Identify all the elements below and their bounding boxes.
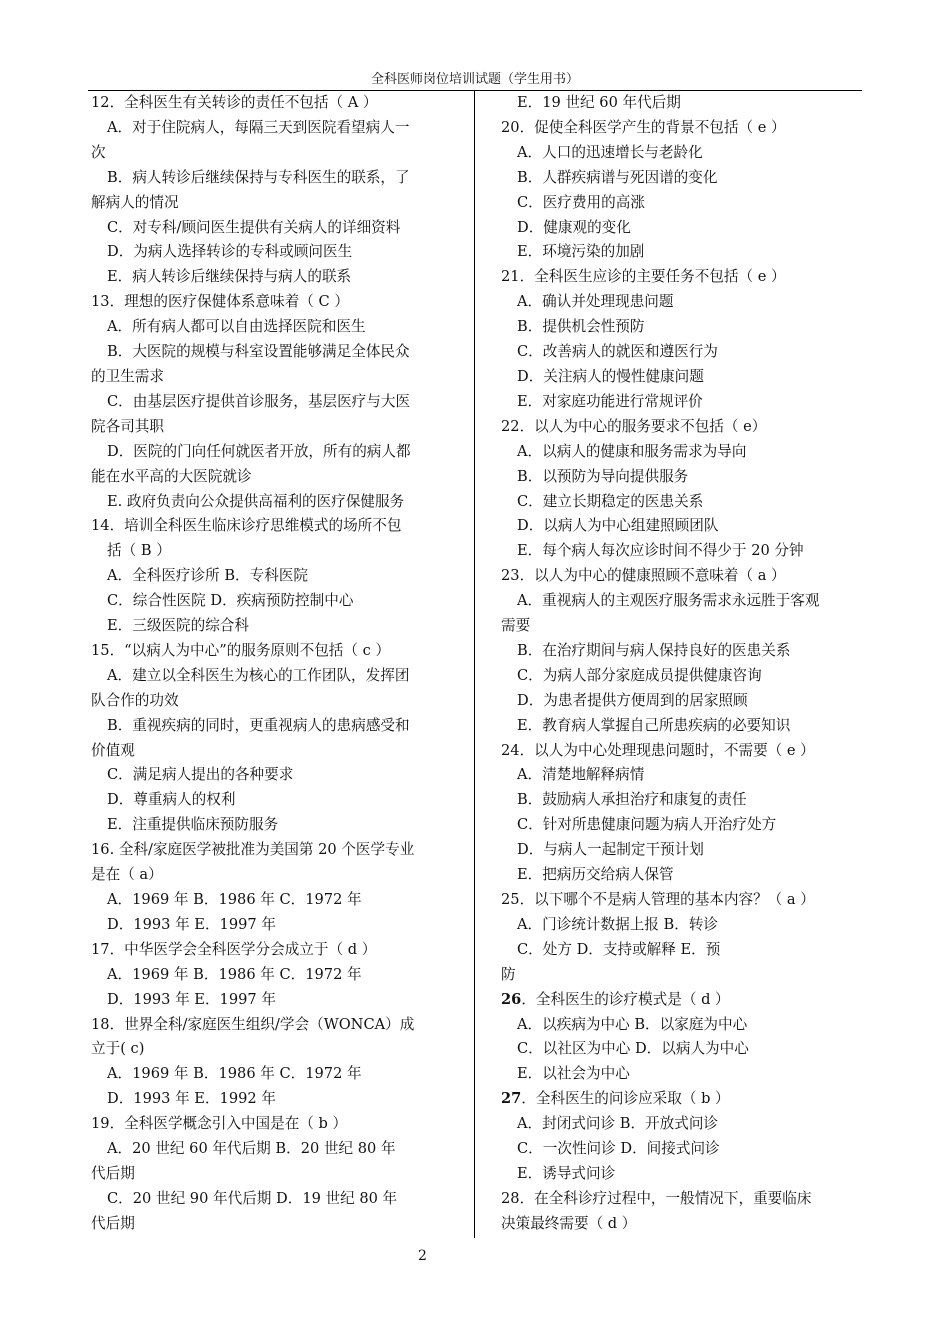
option-line: D．与病人一起制定干预计划	[517, 841, 704, 859]
question-line: 13．理想的医疗保健体系意味着（ C ）	[91, 293, 349, 311]
question-number: 27	[501, 1090, 522, 1108]
option-line: C．20 世纪 90 年代后期 D．19 世纪 80 年	[107, 1189, 398, 1207]
continuation-line: 价值观	[91, 741, 135, 759]
option-line: D．1993 年 E．1997 年	[107, 990, 276, 1008]
option-line: B．在治疗期间与病人保持良好的医患关系	[517, 641, 791, 659]
option-line: D．为患者提供方便周到的居家照顾	[517, 691, 748, 709]
continuation-line: 是在（ a）	[91, 866, 163, 884]
continuation-line: 代后期	[91, 1164, 135, 1182]
option-line: C．改善病人的就医和遵医行为	[517, 343, 718, 361]
question-line: 25．以下哪个不是病人管理的基本内容？（ a ）	[501, 891, 815, 908]
option-line: E．19 世纪 60 年代后期	[517, 94, 681, 111]
option-line: D．医院的门向任何就医者开放，所有的病人都	[107, 442, 411, 460]
option-line: C．由基层医疗提供首诊服务，基层医疗与大医	[107, 392, 411, 410]
question-line: 16. 全科/家庭医学被批准为美国第 20 个医学专业	[91, 841, 415, 859]
continuation-line: 立于( c)	[91, 1040, 145, 1058]
option-line: C．医疗费用的高涨	[517, 193, 645, 211]
option-line: A．全科医疗诊所 B．专科医院	[107, 567, 309, 585]
question-text: ．全科医生的问诊应采取（ b ）	[521, 1090, 730, 1108]
option-line: C．满足病人提出的各种要求	[107, 766, 294, 784]
option-line: A．1969 年 B．1986 年 C．1972 年	[107, 1065, 362, 1083]
option-line: D．为病人选择转诊的专科或顾问医生	[107, 243, 353, 261]
option-line: A．1969 年 B．1986 年 C．1972 年	[107, 965, 362, 983]
page-number: 2	[418, 1248, 427, 1264]
question-line: 17．中华医学会全科医学分会成立于（ d ）	[91, 940, 377, 958]
question-line: 19．全科医学概念引入中国是在（ b ）	[91, 1115, 348, 1133]
option-line: E．以社会为中心	[517, 1065, 630, 1083]
option-line: A．1969 年 B．1986 年 C．1972 年	[107, 891, 362, 908]
option-line: E. 政府负责向公众提供高福利的医疗保健服务	[107, 492, 405, 510]
option-line: C．综合性医院 D．疾病预防控制中心	[107, 592, 354, 610]
option-line: C．处方 D．支持或解释 E．预	[517, 940, 721, 958]
option-line: E．注重提供临床预防服务	[107, 816, 279, 834]
option-line: E．三级医院的综合科	[107, 617, 249, 635]
continuation-line: 解病人的情况	[91, 193, 179, 211]
question-line: 22．以人为中心的服务要求不包括（ e）	[501, 417, 767, 435]
question-line: 15．“以病人为中心”的服务原则不包括（ c ）	[91, 641, 391, 659]
option-line: B．大医院的规模与科室设置能够满足全体民众	[107, 343, 410, 361]
option-line: C．一次性问诊 D．间接式问诊	[517, 1140, 720, 1158]
continuation-line: 能在水平高的大医院就诊	[91, 467, 252, 485]
column-divider	[474, 91, 475, 1238]
question-line: 21．全科医生应诊的主要任务不包括（ e ）	[501, 268, 786, 286]
option-line: E．对家庭功能进行常规评价	[517, 392, 703, 410]
question-text: ．全科医生的诊疗模式是（ d ）	[521, 990, 730, 1008]
continuation-line: 需要	[501, 617, 531, 635]
option-line: A．建立以全科医生为核心的工作团队，发挥团	[107, 666, 410, 684]
continuation-line: 的卫生需求	[91, 367, 164, 385]
page-header	[88, 70, 862, 91]
option-line: A．门诊统计数据上报 B．转诊	[517, 915, 719, 933]
question-number: 26	[501, 990, 522, 1008]
question-line: 18．世界全科/家庭医生组织/学会（WONCA）成	[91, 1015, 415, 1033]
option-line: A．人口的迅速增长与老龄化	[517, 143, 703, 161]
question-line	[501, 988, 862, 1013]
option-line: D．1993 年 E．1992 年	[107, 1090, 276, 1108]
option-line: A．20 世纪 60 年代后期 B．20 世纪 80 年	[107, 1140, 396, 1158]
option-line: A．重视病人的主观医疗服务需求永远胜于客观	[517, 592, 820, 610]
continuation-line: 队合作的功效	[91, 691, 179, 709]
option-line: C．针对所患健康问题为病人开治疗处方	[517, 816, 777, 834]
continuation-line: 次	[91, 143, 106, 161]
left-column	[91, 91, 453, 1237]
question-line: 14．培训全科医生临床诊疗思维模式的场所不包	[91, 517, 402, 535]
continuation-line: 代后期	[91, 1214, 135, 1232]
option-line: E．诱导式问诊	[517, 1164, 616, 1182]
option-line: E．把病历交给病人保管	[517, 866, 674, 884]
option-line: B．病人转诊后继续保持与专科医生的联系，了	[107, 168, 410, 186]
option-line: E．病人转诊后继续保持与病人的联系	[107, 268, 352, 286]
option-line: A．封闭式问诊 B．开放式问诊	[517, 1115, 719, 1133]
question-line	[501, 1087, 862, 1112]
option-line: A．以疾病为中心 B．以家庭为中心	[517, 1015, 748, 1033]
header-title: 全科医师岗位培训试题（学生用书）	[370, 72, 579, 87]
question-line: 24．以人为中心处理现患问题时，不需要（ e ）	[501, 741, 815, 759]
continuation-line: 院各司其职	[91, 417, 164, 435]
question-line: 12．全科医生有关转诊的责任不包括（ A ）	[91, 94, 378, 111]
option-line: D．1993 年 E．1997 年	[107, 915, 276, 933]
option-line: E．每个病人每次应诊时间不得少于 20 分钟	[517, 542, 804, 560]
option-line: A．所有病人都可以自由选择医院和医生	[107, 318, 366, 336]
option-line: B．人群疾病谱与死因谱的变化	[517, 168, 718, 186]
option-line: B．鼓励病人承担治疗和康复的责任	[517, 791, 747, 809]
option-line: B．以预防为导向提供服务	[517, 467, 689, 485]
option-line: C．为病人部分家庭成员提供健康咨询	[517, 666, 762, 684]
option-line: C．以社区为中心 D．以病人为中心	[517, 1040, 749, 1058]
option-line: B．重视疾病的同时，更重视病人的患病感受和	[107, 716, 410, 734]
option-line: D．以病人为中心组建照顾团队	[517, 517, 719, 535]
option-line: C．对专科/顾问医生提供有关病人的详细资料	[107, 218, 401, 236]
right-column	[501, 91, 862, 1237]
option-line: D．尊重病人的权利	[107, 791, 236, 809]
option-line: D．健康观的变化	[517, 218, 631, 236]
option-line: A．对于住院病人，每隔三天到医院看望病人一	[107, 118, 410, 136]
option-line: C．建立长期稳定的医患关系	[517, 492, 704, 510]
option-line: D．关注病人的慢性健康问题	[517, 367, 704, 385]
option-line: 括（ B ）	[107, 542, 171, 560]
option-line: A．以病人的健康和服务需求为导向	[517, 442, 747, 460]
continuation-line: 决策最终需要（ d ）	[501, 1214, 637, 1232]
option-line: E．教育病人掌握自己所患疾病的必要知识	[517, 716, 791, 734]
option-line: E．环境污染的加剧	[517, 243, 645, 261]
question-line: 28．在全科诊疗过程中，一般情况下，重要临床	[501, 1189, 812, 1207]
question-line: 23．以人为中心的健康照顾不意味着（ a ）	[501, 567, 786, 585]
option-line: A．确认并处理现患问题	[517, 293, 674, 311]
question-line: 20．促使全科医学产生的背景不包括（ e ）	[501, 118, 786, 136]
option-line: B．提供机会性预防	[517, 318, 645, 336]
continuation-line: 防	[501, 965, 516, 983]
option-line: A．清楚地解释病情	[517, 766, 645, 784]
